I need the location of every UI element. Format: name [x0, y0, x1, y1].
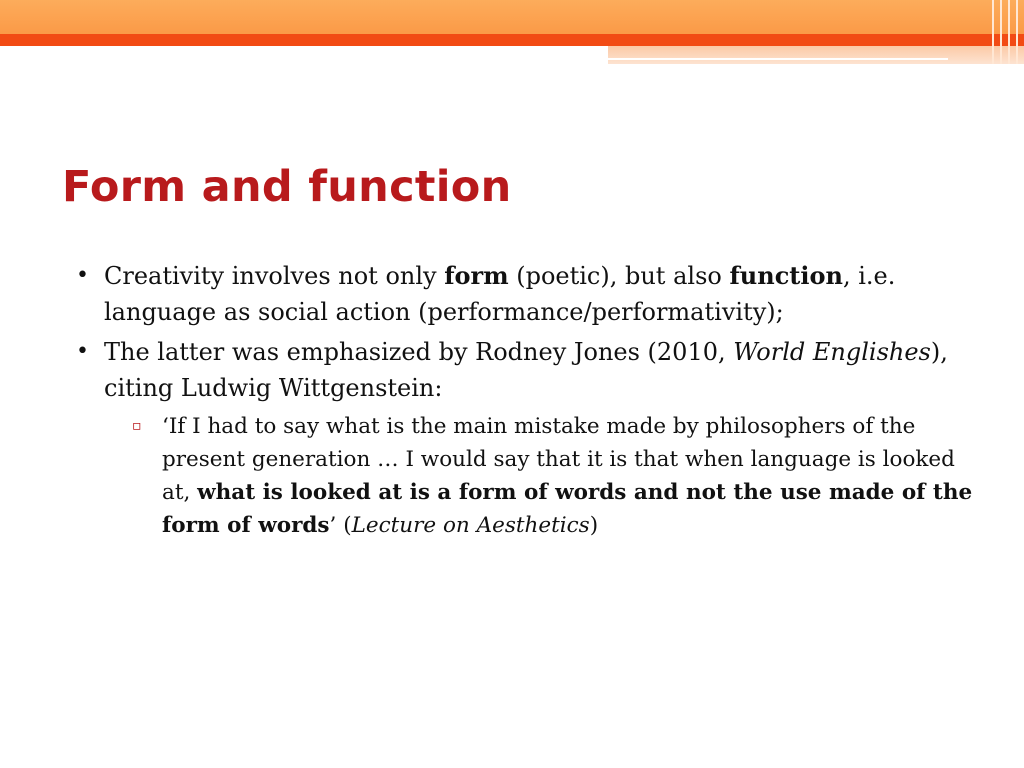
bullet-text: (poetic), but also	[508, 262, 730, 290]
quote-text: )	[589, 513, 599, 538]
bullet-text: The latter was emphasized by Rodney Jones (2010,	[104, 338, 734, 366]
round-bullet-icon: •	[76, 339, 89, 364]
header-red-stripe	[0, 34, 1024, 46]
bold-quote-emphasis: what is looked at is a form of words and not the use made of the form of words	[162, 480, 973, 538]
square-bullet-icon: ▫	[132, 418, 142, 434]
sub-bullet-quote	[132, 410, 988, 542]
bullet-text: ), citing Ludwig Wittgenstein:	[104, 338, 948, 402]
italic-title-world-englishes: World Englishes	[733, 338, 931, 366]
header-edge-lines	[990, 0, 1024, 64]
header-accent-stripe	[608, 46, 1024, 64]
bold-term-function: function	[729, 261, 843, 290]
header-band	[0, 0, 1024, 34]
bold-term-form: form	[444, 261, 509, 290]
slide-body	[76, 258, 976, 542]
round-bullet-icon: •	[76, 263, 89, 288]
bullet-item-creativity	[76, 258, 976, 330]
bullet-text: Creativity involves not only	[104, 262, 445, 290]
header-accent-line	[608, 58, 948, 60]
bullet-item-jones	[76, 334, 976, 406]
italic-title-lecture: Lecture on Aesthetics	[351, 513, 590, 538]
quote-text: ‘If I had to say what is the main mistake made by philosophers of the present generation … I would say that it is that when language is looked at,	[162, 414, 955, 505]
bullet-text: , i.e. language as social action (performance/performativity);	[104, 262, 896, 326]
slide-title: Form and function	[62, 162, 512, 212]
quote-text: ’ (	[329, 513, 352, 538]
